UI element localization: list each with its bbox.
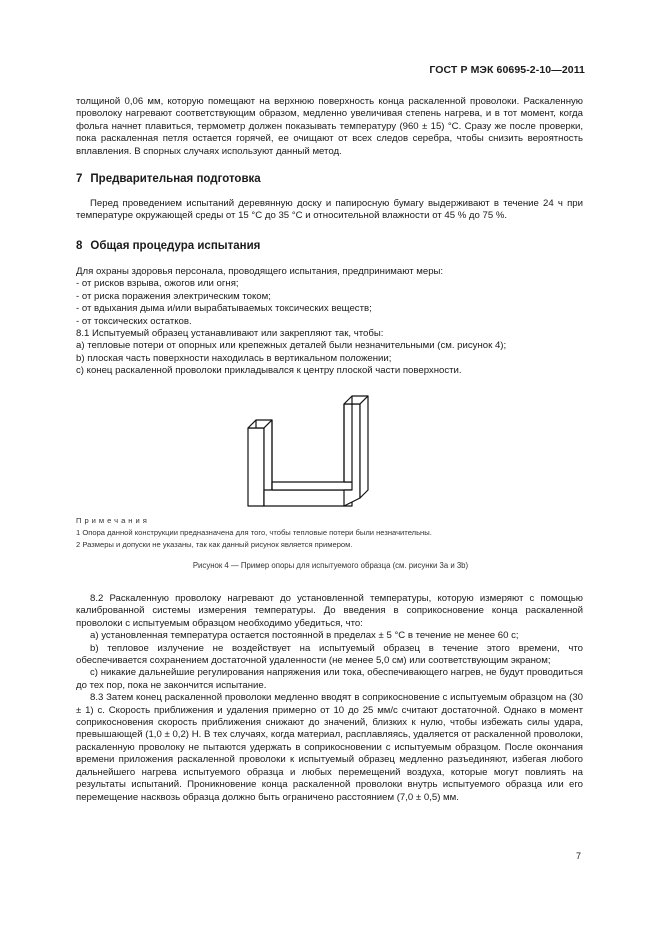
list-item: 8.1 Испытуемый образец устанавливают или закрепляют так, чтобы: [76, 328, 384, 340]
figure-caption: Рисунок 4 — Пример опоры для испытуемого образца (см. рисунки 3а и 3b) [192, 561, 469, 570]
section-8-heading [76, 240, 260, 252]
list-item: Для охраны здоровья персонала, проводящего испытания, предпринимают меры: [76, 266, 444, 277]
section-7-heading [76, 173, 261, 185]
figure-support-drawing [240, 388, 390, 513]
note-item: 1 Опора данной конструкции предназначена для того, чтобы тепловые потери были незначительны. [76, 528, 432, 537]
clause-8-2 [76, 593, 583, 804]
page-number: 7 [576, 851, 582, 861]
clause-8-2-item-c: c) никакие дальнейшие регулирования напряжения или тока, обеспечивающего нагрев, не будут проводиться до тех пор, пока не закончится испытание. [76, 667, 583, 691]
clause-8-2-paragraph: 8.2 Раскаленную проволоку нагревают до установленной температуры, которую измеряют с помощью калиброванной системы измерения температуры. До введения в соприкосновение конца раскаленной проволоки с испытуемым образцом необходимо убедиться, что: [76, 593, 583, 629]
section-7-body [76, 198, 583, 223]
list-item: c) конец раскаленной проволоки прикладывался к центру плоской части поверхности. [76, 365, 462, 377]
section-8-title: Общая процедура испытания [90, 240, 261, 252]
list-item: - от рисков взрыва, ожогов или огня; [76, 278, 239, 290]
clause-8-2-item-b: b) тепловое излучение не воздействует на испытуемый образец в течение этого времени, что обеспечивается сохранением достаточной удаленности (не менее 5,0 см) или соответствующим экраном; [76, 642, 583, 667]
list-item: - от риска поражения электрическим током; [76, 290, 271, 302]
note-item: 2 Размеры и допуски не указаны, так как данный рисунок является примером. [76, 540, 353, 549]
figure-notes [76, 515, 583, 551]
section-7-title: Предварительная подготовка [90, 173, 261, 185]
section-8-number: 8 [76, 240, 83, 252]
clause-8-3-paragraph: 8.3 Затем конец раскаленной проволоки медленно вводят в соприкосновение с испытуемым образцом на (30 ± 1) с. Скорость приближения и удаления примерно от 10 до 25 мм/с считают достаточной. Однако в момент соприкосновения скорость приближения снижают до значений, близких к нулю, чтобы избежать силы удара, превышающей (1,0 ± 0,2) Н. В тех случаях, когда материал, расплавляясь, удаляется от раскаленной проволоки, раскаленную проволоку не пытаются удержать в соприкосновении с испытуемым образцом. После окончания времени приложения раскаленной проволоки к испытуемый образец медленно разъединяют, избегая любого дальнейшего нагрева испытуемого образца и любых перемещений воздуха, которые могут повлиять на результаты испытаний. Проникновение конца раскаленной проволоки внутрь испытуемого образца или его перемещение насквозь образца должно быть ограничено расстоянием (7,0 ± 0,5) мм. [76, 692, 583, 803]
document-header: ГОСТ Р МЭК 60695-2-10—2011 [429, 64, 585, 76]
intro-text: толщиной 0,06 мм, которую помещают на верхнюю поверхность конца раскаленной проволоки. Раскаленную проволоку нагревают соответствующим образом, медленно увеличивая степень нагрева, и в тот момент, когда фольга начнет плавиться, термометр должен показывать температуру (960 ± 15) °С. Сразу же после проверки, пока раскаленная петля остается горячей, ее очищают от всех следов серебра, чтобы снизить вероятность вплавления. В спорных случаях используют данный метод. [76, 96, 583, 157]
section-7-paragraph: Перед проведением испытаний деревянную доску и папиросную бумагу выдерживают в течение 24 ч при температуре окружающей среды от 15 °С до 35 °С и относительной влажности от 45 % до 75 %. [76, 198, 583, 222]
section-7-number: 7 [76, 173, 83, 185]
intro-paragraph [76, 96, 583, 158]
clause-8-2-item-a: a) установленная температура остается постоянной в пределах ± 5 °С в течение не менее 60 с; [90, 630, 519, 642]
notes-title: Примечания [76, 516, 150, 525]
list-item: - от вдыхания дыма и/или вырабатываемых токсических веществ; [76, 303, 372, 315]
list-item: b) плоская часть поверхности находилась в вертикальном положении; [76, 352, 392, 364]
section-8-body [76, 266, 583, 378]
list-item: a) тепловые потери от опорных или крепежных деталей были незначительными (см. рисунок 4); [76, 340, 507, 352]
list-item: - от токсических остатков. [76, 315, 192, 327]
